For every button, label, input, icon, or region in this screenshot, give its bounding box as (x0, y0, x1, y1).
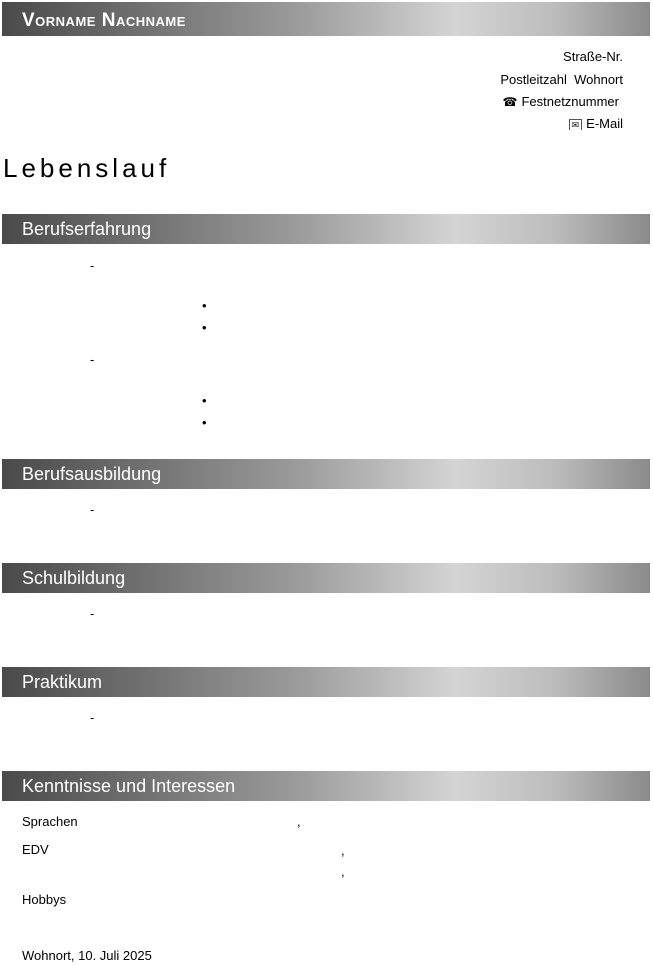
postal-code: Postleitzahl (500, 72, 567, 87)
section-skills-title: Kenntnisse und Interessen (22, 776, 236, 796)
experience-entry-1-bullet-2: • (202, 320, 207, 335)
section-training-band (2, 459, 650, 489)
telephone-icon: ☎ (502, 95, 518, 109)
training-entry-dash: - (90, 502, 95, 517)
experience-entry-2-dash: - (90, 352, 95, 367)
section-school-title: Schulbildung (22, 568, 126, 588)
section-skills-band (2, 771, 650, 801)
internship-entry-dash: - (90, 710, 95, 725)
section-experience-band (2, 214, 650, 244)
section-experience-title: Berufserfahrung (22, 219, 152, 239)
email-line-clip (0, 110, 653, 130)
section-training-title: Berufsausbildung (22, 464, 162, 484)
section-school-band (2, 563, 650, 593)
it-separator-1: , (341, 843, 345, 858)
city: Wohnort (574, 72, 623, 87)
postal-city-line (500, 72, 623, 87)
section-internship-band (2, 667, 650, 697)
section-internship-title: Praktikum (22, 672, 103, 692)
full-name: Vorname Nachname (22, 10, 186, 31)
experience-entry-2-bullet-2: • (202, 415, 207, 430)
languages-separator: , (297, 814, 301, 829)
school-entry-dash: - (90, 606, 95, 621)
place-date: Wohnort, 10. Juli 2025 (22, 948, 152, 963)
phone-number: Festnetznummer (521, 94, 619, 109)
email-line (569, 116, 623, 130)
document-title: Lebenslauf (3, 153, 171, 183)
email: E-Mail (586, 116, 623, 130)
it-label: EDV (22, 842, 49, 857)
experience-entry-1-bullet-1: • (202, 298, 207, 313)
mail-icon: ✉ (569, 119, 583, 130)
street-line: Straße-Nr. (563, 49, 623, 64)
languages-label: Sprachen (22, 814, 78, 829)
phone-line (503, 94, 620, 109)
experience-entry-1-dash: - (90, 258, 95, 273)
hobbies-label: Hobbys (22, 892, 67, 907)
experience-entry-2-bullet-1: • (202, 393, 207, 408)
it-separator-2: , (341, 864, 345, 879)
